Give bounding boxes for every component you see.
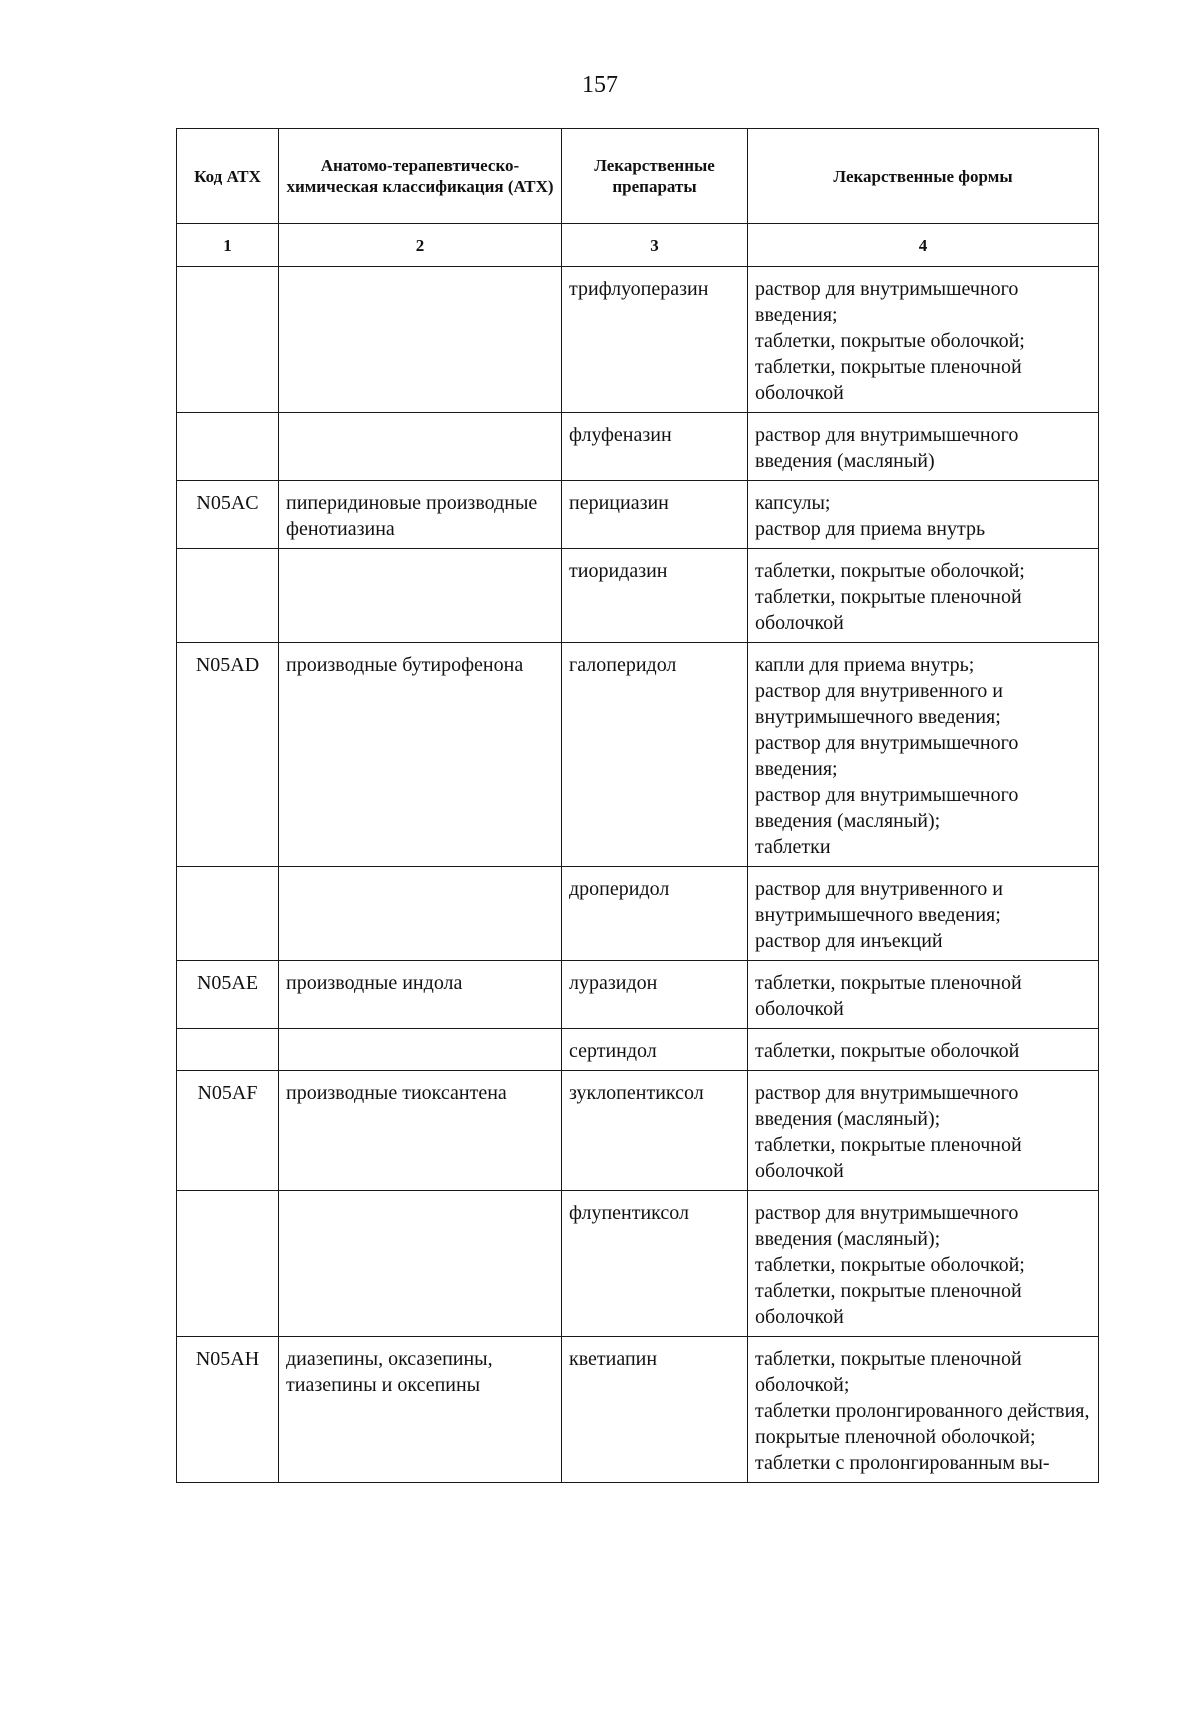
classification-cell: производные индола xyxy=(279,961,562,1029)
dosage-forms-cell: раствор для внутримышечного введения (масляный) xyxy=(748,413,1099,481)
dosage-forms-cell: раствор для внутримышечного введения (масляный); таблетки, покрытые пленочной оболочкой xyxy=(748,1071,1099,1191)
column-number: 4 xyxy=(748,224,1099,267)
atx-code-cell: N05AH xyxy=(177,1337,279,1483)
classification-cell xyxy=(279,267,562,413)
header-dosage-forms: Лекарственные формы xyxy=(748,129,1099,224)
table-row xyxy=(177,267,1099,413)
drug-name-cell: перициазин xyxy=(562,481,748,549)
atx-code-cell: N05AD xyxy=(177,643,279,867)
drug-name-cell: тиоридазин xyxy=(562,549,748,643)
classification-cell: производные тиоксантена xyxy=(279,1071,562,1191)
drug-name-cell: зуклопентиксол xyxy=(562,1071,748,1191)
atx-code-cell xyxy=(177,549,279,643)
dosage-forms-cell: раствор для внутримышечного введения; таблетки, покрытые оболочкой; таблетки, покрытые пленочной оболочкой xyxy=(748,267,1099,413)
atx-code-cell xyxy=(177,1191,279,1337)
table-row xyxy=(177,643,1099,867)
classification-cell xyxy=(279,413,562,481)
drug-name-cell: трифлуоперазин xyxy=(562,267,748,413)
drug-name-cell: кветиапин xyxy=(562,1337,748,1483)
dosage-forms-cell: таблетки, покрытые оболочкой xyxy=(748,1029,1099,1071)
dosage-forms-cell: капсулы; раствор для приема внутрь xyxy=(748,481,1099,549)
classification-cell xyxy=(279,549,562,643)
table-row xyxy=(177,1029,1099,1071)
atx-code-cell xyxy=(177,867,279,961)
drug-name-cell: галоперидол xyxy=(562,643,748,867)
column-number: 2 xyxy=(279,224,562,267)
atx-code-cell: N05AF xyxy=(177,1071,279,1191)
classification-cell: пиперидиновые производные фенотиазина xyxy=(279,481,562,549)
classification-cell: производные бутирофенона xyxy=(279,643,562,867)
table-row xyxy=(177,1191,1099,1337)
atx-code-cell xyxy=(177,1029,279,1071)
atx-table xyxy=(176,128,1099,1483)
dosage-forms-cell: раствор для внутривенного и внутримышечного введения; раствор для инъекций xyxy=(748,867,1099,961)
classification-cell xyxy=(279,867,562,961)
classification-cell: диазепины, оксазепины, тиазепины и оксепины xyxy=(279,1337,562,1483)
table-row xyxy=(177,1337,1099,1483)
drug-name-cell: флупентиксол xyxy=(562,1191,748,1337)
atx-code-cell xyxy=(177,267,279,413)
table-row xyxy=(177,413,1099,481)
header-atx-code: Код АТХ xyxy=(177,129,279,224)
atx-code-cell xyxy=(177,413,279,481)
atx-code-cell: N05AE xyxy=(177,961,279,1029)
dosage-forms-cell: таблетки, покрытые пленочной оболочкой; таблетки пролонгированного действия, покрытые пленочной оболочкой; таблетки с пролонгированным вы- xyxy=(748,1337,1099,1483)
drug-name-cell: флуфеназин xyxy=(562,413,748,481)
dosage-forms-cell: раствор для внутримышечного введения (масляный); таблетки, покрытые оболочкой; таблетки, покрытые пленочной оболочкой xyxy=(748,1191,1099,1337)
header-classification: Анатомо-терапевтическо-химическая классификация (АТХ) xyxy=(279,129,562,224)
dosage-forms-cell: таблетки, покрытые оболочкой; таблетки, покрытые пленочной оболочкой xyxy=(748,549,1099,643)
header-drugs: Лекарственные препараты xyxy=(562,129,748,224)
dosage-forms-cell: таблетки, покрытые пленочной оболочкой xyxy=(748,961,1099,1029)
classification-cell xyxy=(279,1191,562,1337)
table-row xyxy=(177,549,1099,643)
drug-name-cell: сертиндол xyxy=(562,1029,748,1071)
atx-code-cell: N05AC xyxy=(177,481,279,549)
table-row xyxy=(177,1071,1099,1191)
column-number: 3 xyxy=(562,224,748,267)
dosage-forms-cell: капли для приема внутрь; раствор для внутривенного и внутримышечного введения; раствор для внутримышечного введения; раствор для внутримышечного введения (масляный); таблетки xyxy=(748,643,1099,867)
table-row xyxy=(177,961,1099,1029)
drug-name-cell: луразидон xyxy=(562,961,748,1029)
column-number: 1 xyxy=(177,224,279,267)
table-header-row xyxy=(177,129,1099,224)
page-number: 157 xyxy=(582,72,618,98)
drug-name-cell: дроперидол xyxy=(562,867,748,961)
column-number-row xyxy=(177,224,1099,267)
classification-cell xyxy=(279,1029,562,1071)
table-row xyxy=(177,867,1099,961)
table-row xyxy=(177,481,1099,549)
